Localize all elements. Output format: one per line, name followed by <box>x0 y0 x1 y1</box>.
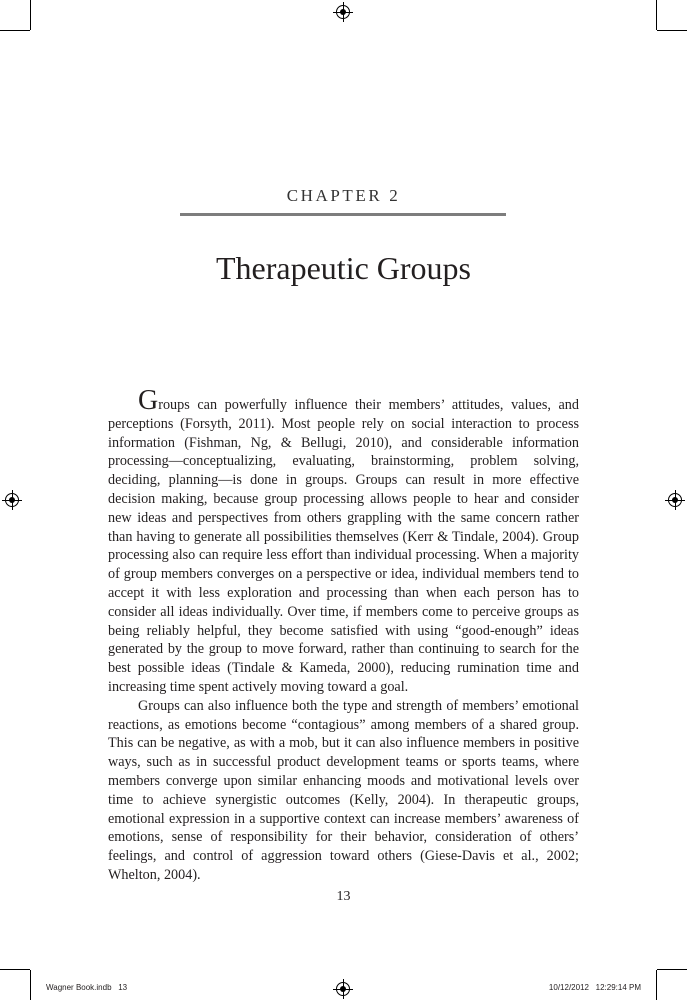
crop-mark-top-right-vertical <box>656 0 657 30</box>
registration-mark-top-icon <box>336 5 350 19</box>
paragraph-2: Groups can also influence both the type and strength of members’ emotional reactions, as emotions become “contagious” among members of a shared group. This can be negative, as with a mob, but it can also influence members in positive ways, such as in successful product development teams or sports teams, where members converge upon similar enhancing moods and motivational levels over time to achieve synergistic outcomes (Kelly, 2004). In therapeutic groups, emotional expression in a supportive context can increase members’ awareness of emotions, sense of responsibility for their behavior, consideration of others’ feelings, and control of aggression toward others (Giese-Davis et al., 2002; Whelton, 2004). <box>108 697 579 883</box>
slug-file-name: Wagner Book.indb 13 <box>46 983 128 992</box>
crop-mark-top-right-horizontal <box>657 30 687 31</box>
slug-timestamp: 10/12/2012 12:29:14 PM <box>548 983 641 992</box>
registration-mark-bottom-icon <box>336 982 350 996</box>
registration-mark-right-icon <box>668 493 682 507</box>
registration-mark-left-icon <box>5 493 19 507</box>
body-text <box>108 385 579 885</box>
crop-mark-bottom-right-vertical <box>656 970 657 1000</box>
crop-mark-top-left-vertical <box>30 0 31 30</box>
crop-mark-top-left-horizontal <box>0 30 30 31</box>
chapter-rule <box>180 213 506 216</box>
page-number: 13 <box>336 889 351 904</box>
crop-mark-bottom-left-horizontal <box>0 969 30 970</box>
chapter-label: CHAPTER 2 <box>286 186 401 205</box>
drop-cap: G <box>138 385 159 416</box>
crop-mark-bottom-left-vertical <box>30 970 31 1000</box>
paragraph-1-text: roups can powerfully influence their members’ attitudes, values, and perceptions (Forsyth, 2011). Most people rely on social interaction to process information (Fishman, Ng, & Bellugi, 2010), and considerable information processing—conceptualizing, evaluating, brainstorming, problem solving, deciding, planning—is done in groups. Groups can result in more effective decision making, because group processing allows people to hear and consider new ideas and perspectives from others grappling with the same concern rather than having to generate all possibilities themselves (Kerr & Tindale, 2004). Group processing also can require less effort than individual processing. When a majority of group members converges on a perspective or idea, individual members tend to accept it with less exploration and processing than when each person has to consider all ideas individually. Over time, if members come to perceive groups as being reliably helpful, they become satisfied with using “good-enough” ideas generated by the group to move forward, rather than continuing to search for the best possible ideas (Tindale & Kameda, 2000), reducing rumination time and increasing time spent actively moving toward a goal. <box>108 397 579 695</box>
paragraph-1 <box>108 385 579 697</box>
chapter-title: Therapeutic Groups <box>215 250 471 286</box>
crop-mark-bottom-right-horizontal <box>657 969 687 970</box>
